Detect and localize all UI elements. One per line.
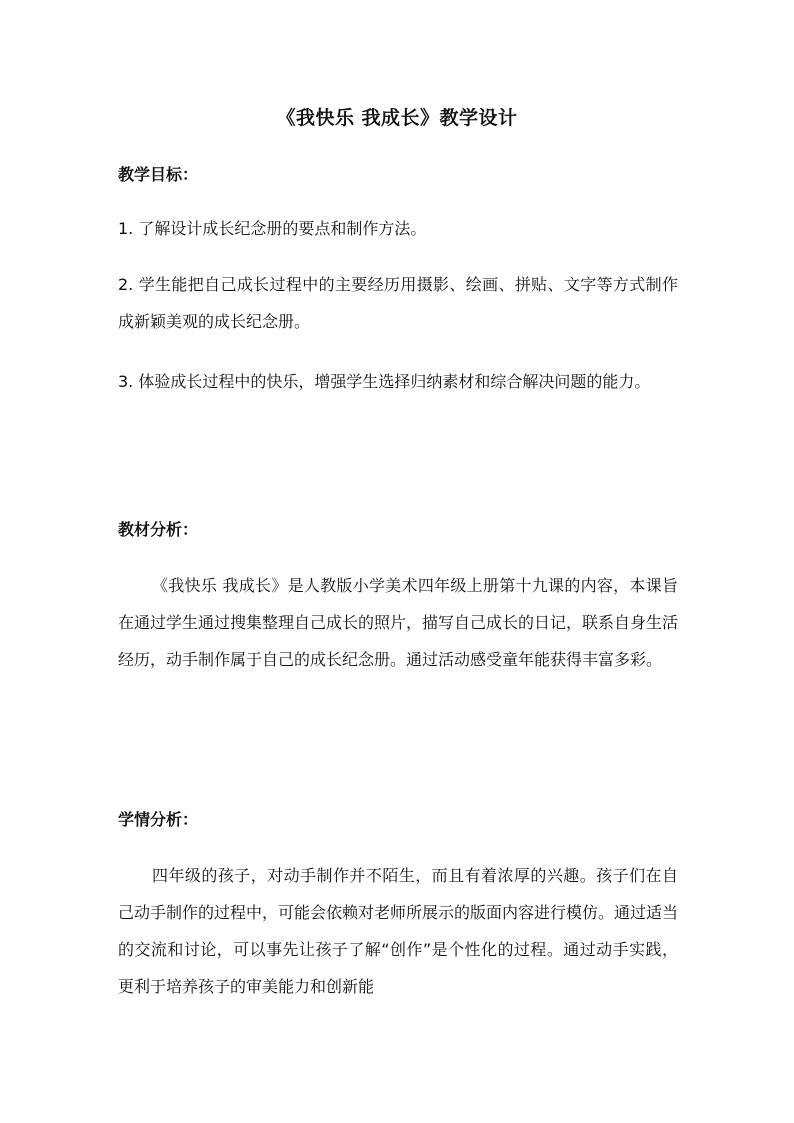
student-analysis-heading: 学情分析： — [118, 810, 199, 829]
objective-item-3: 3. 体验成长过程中的快乐，增强学生选择归纳素材和综合解决问题的能力。 — [118, 372, 651, 391]
objective-item-1: 1. 了解设计成长纪念册的要点和制作方法。 — [118, 219, 427, 238]
student-analysis-paragraph: 四年级的孩子，对动手制作并不陌生，而且有着浓厚的兴趣。孩子们在自己动手制作的过程中，可能会依赖对老师所展示的版面内容进行模仿。通过适当的交流和讨论，可以事先让孩子了解“创作”是个性化的过程。通过动手实践，更利于培养孩子的审美能力和创新能 — [118, 866, 679, 996]
objective-item-2: 2. 学生能把自己成长过程中的主要经历用摄影、绘画、拼贴、文字等方式制作成新颖美观的成长纪念册。 — [118, 275, 678, 331]
material-analysis-paragraph: 《我快乐 我成长》是人教版小学美术四年级上册第十九课的内容，本课旨在通过学生通过搜集整理自己成长的照片，描写自己成长的日记，联系自身生活经历，动手制作属于自己的成长纪念册。通过活动感受童年能获得丰富多彩。 — [118, 576, 679, 669]
material-analysis-heading: 教材分析： — [118, 520, 199, 539]
objectives-heading: 教学目标： — [118, 165, 199, 184]
document-title: 《我快乐 我成长》教学设计 — [276, 107, 518, 129]
